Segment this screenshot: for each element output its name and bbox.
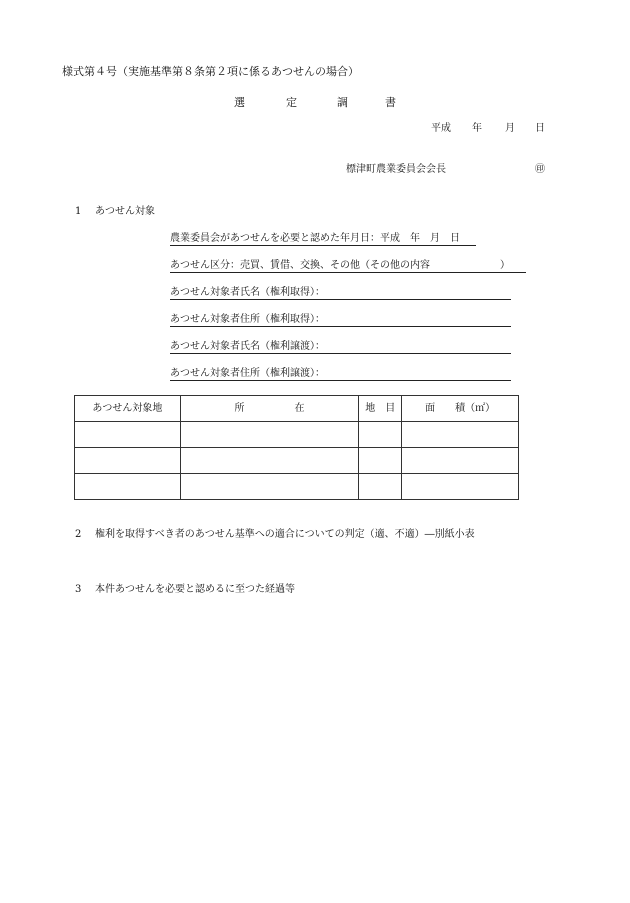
section-1-heading [75,207,155,217]
approval-date-line: 農業委員会があつせんを必要と認めた年月日：平成 年 月 日 [170,234,476,246]
table-row [75,422,519,448]
transferor-address-line: あつせん対象者住所（権利譲渡）： [170,369,511,381]
acquirer-address-line: あつせん対象者住所（権利取得）： [170,315,511,327]
committee-chair: 標津町農業委員会会長 [346,164,446,175]
section-2-heading [75,530,475,540]
table-cell[interactable] [402,422,519,448]
date-month: 月 [505,123,515,134]
date-era: 平成 [431,123,451,134]
section-label: あつせん対象 [95,206,155,217]
table-cell[interactable] [359,474,402,500]
mediation-category-line: あつせん区分：売買、賃借、交換、その他（その他の内容 ） [170,261,526,273]
land-table [74,395,519,500]
section-3-heading [75,585,295,595]
table-cell[interactable] [402,448,519,474]
table-cell[interactable] [180,422,359,448]
title-char: 調 [337,96,348,109]
column-header: 面 積（㎡） [402,396,519,422]
table-cell[interactable] [75,422,181,448]
table-cell[interactable] [402,474,519,500]
acquirer-name-line: あつせん対象者氏名（権利取得）： [170,288,511,300]
section-number: 2 [75,529,82,540]
title-char: 書 [385,96,396,109]
table-cell[interactable] [75,474,181,500]
date-year: 年 [472,123,482,134]
column-header: あつせん対象地 [75,396,181,422]
date-day: 日 [535,123,545,134]
table-cell[interactable] [75,448,181,474]
title-char: 定 [286,96,297,109]
column-header: 地 目 [359,396,402,422]
section-label: 権利を取得すべき者のあつせん基準への適合についての判定（適、不適）―別紙小表 [95,529,475,540]
table-row [75,448,519,474]
section-number: 3 [75,584,82,595]
table-header-row [75,396,519,422]
date-line [431,124,545,134]
column-header: 所 在 [180,396,359,422]
document-title [234,97,396,108]
form-number: 様式第４号（実施基準第８条第２項に係るあつせんの場合） [62,65,359,78]
table-cell[interactable] [359,422,402,448]
title-char: 選 [234,96,245,109]
section-label: 本件あつせんを必要と認めるに至つた経過等 [95,584,295,595]
table-cell[interactable] [359,448,402,474]
table-row [75,474,519,500]
section-number: 1 [75,206,82,217]
table-cell[interactable] [180,448,359,474]
transferor-name-line: あつせん対象者氏名（権利譲渡）： [170,342,511,354]
seal-mark: ㊞ [535,164,545,175]
table-cell[interactable] [180,474,359,500]
